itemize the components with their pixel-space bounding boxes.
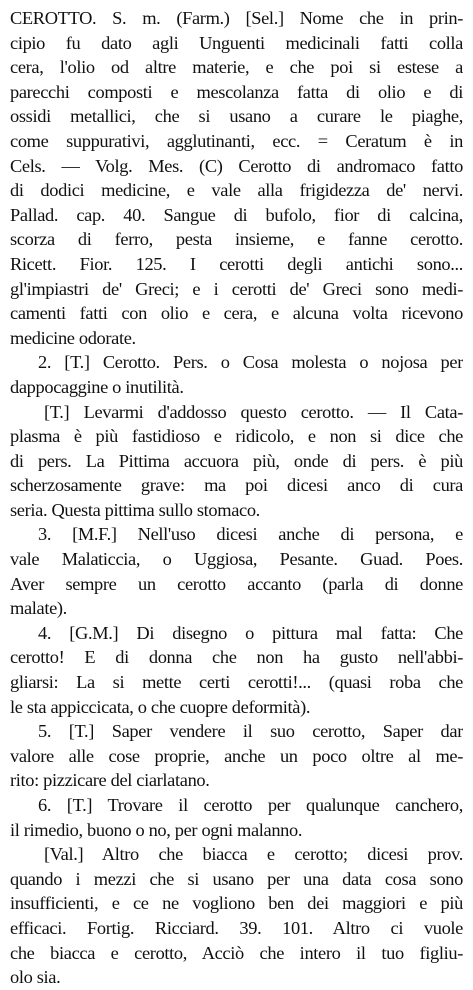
- sense-2-line: seria. Questa pittima sullo stomaco.: [10, 499, 260, 520]
- proverb-line: quando i mezzi che si usano per una data cosa sono: [10, 868, 463, 889]
- sense-5-line: 5. [T.] Saper vendere il suo cerotto, Saper dar: [38, 721, 463, 742]
- sense-3-line: 3. [M.F.] Nell'uso dicesi anche di persona, e: [38, 524, 463, 545]
- sense-6-line: il rimedio, buono o no, per ogni malanno.: [10, 819, 303, 840]
- sense-4-line: 4. [G.M.] Di disegno o pittura mal fatta: Che: [38, 622, 463, 643]
- entry-line: camenti fatti con olio e cera, e alcuna volta ricevono: [10, 303, 463, 324]
- sense-2-line: 2. [T.] Cerotto. Pers. o Cosa molesta o nojosa per: [38, 352, 463, 373]
- sense-2-line: dappocaggine o inutilità.: [10, 376, 184, 397]
- sense-4-line: le sta appiccicata, o che cuopre deformità).: [10, 696, 311, 717]
- entry-line: Ricett. Fior. 125. I cerotti degli antichi sono...: [10, 253, 463, 274]
- sense-6-line: 6. [T.] Trovare il cerotto per qualunque canchero,: [38, 795, 463, 815]
- proverb-line: che biacca e cerotto, Acciò che intero il tuo figliu-: [10, 942, 463, 963]
- proverb-line: [Val.] Altro che biacca e cerotto; dicesi prov.: [44, 844, 463, 865]
- entry-line: parecchi composti e mescolanza fatta di olio e di: [10, 81, 463, 102]
- entry-line: Pallad. cap. 40. Sangue di bufolo, fior di calcina,: [10, 204, 463, 225]
- entry-line: cera, l'olio od altre materie, e che poi si estese a: [10, 57, 463, 78]
- proverb-line: olo sia.: [10, 967, 61, 988]
- sense-2-line: scherzosamente grave: ma poi dicesi anco di cura: [10, 475, 463, 496]
- sense-3-line: Aver sempre un cerotto accanto (parla di donne: [10, 573, 463, 594]
- entry-line: scorza di ferro, pesta insieme, e fanne cerotto.: [10, 229, 463, 250]
- entry-line: CEROTTO. S. m. (Farm.) [Sel.] Nome che in prin-: [10, 8, 463, 28]
- sense-5-line: rito: pizzicare del ciarlatano.: [10, 770, 210, 791]
- sense-4-line: cerotto! E di donna che non ha gusto nell'abbi-: [10, 647, 463, 668]
- sense-2-line: di pers. La Pittima accuora più, onde di pers. è più: [10, 450, 463, 471]
- sense-5-line: valore alle cose proprie, anche un poco oltre al me-: [10, 745, 463, 766]
- entry-line: come suppurativi, agglutinanti, ecc. = Ceratum è in: [10, 130, 463, 151]
- proverb-line: insufficienti, e ce ne vogliono ben dei maggiori e più: [10, 893, 463, 914]
- sense-3-line: malate).: [10, 598, 67, 619]
- entry-line: medicine odorate.: [10, 327, 136, 348]
- sense-4-line: gliarsi: La si mette certi cerotti!... (quasi roba che: [10, 672, 463, 693]
- entry-line: ossidi metallici, che si usano a curare le piaghe,: [10, 106, 463, 127]
- entry-line: cipio fu dato agli Unguenti medicinali fatti colla: [10, 32, 463, 53]
- entry-line: gl'impiastri de' Greci; e i cerotti de' Greci sono medi-: [10, 278, 463, 299]
- sense-3-line: vale Malaticcia, o Uggiosa, Pesante. Guad. Poes.: [10, 549, 463, 570]
- proverb-line: efficaci. Fortig. Ricciard. 39. 101. Altro ci vuole: [10, 917, 463, 938]
- sense-2-line: [T.] Levarmi d'addosso questo cerotto. — Il Cata-: [44, 401, 463, 422]
- entry-line: Cels. — Volg. Mes. (C) Cerotto di andromaco fatto: [10, 155, 463, 176]
- entry-line: di dodici medicine, e vale alla frigidezza de' nervi.: [10, 180, 463, 201]
- sense-2-line: plasma è più fastidioso e ridicolo, e non si dice che: [10, 426, 463, 447]
